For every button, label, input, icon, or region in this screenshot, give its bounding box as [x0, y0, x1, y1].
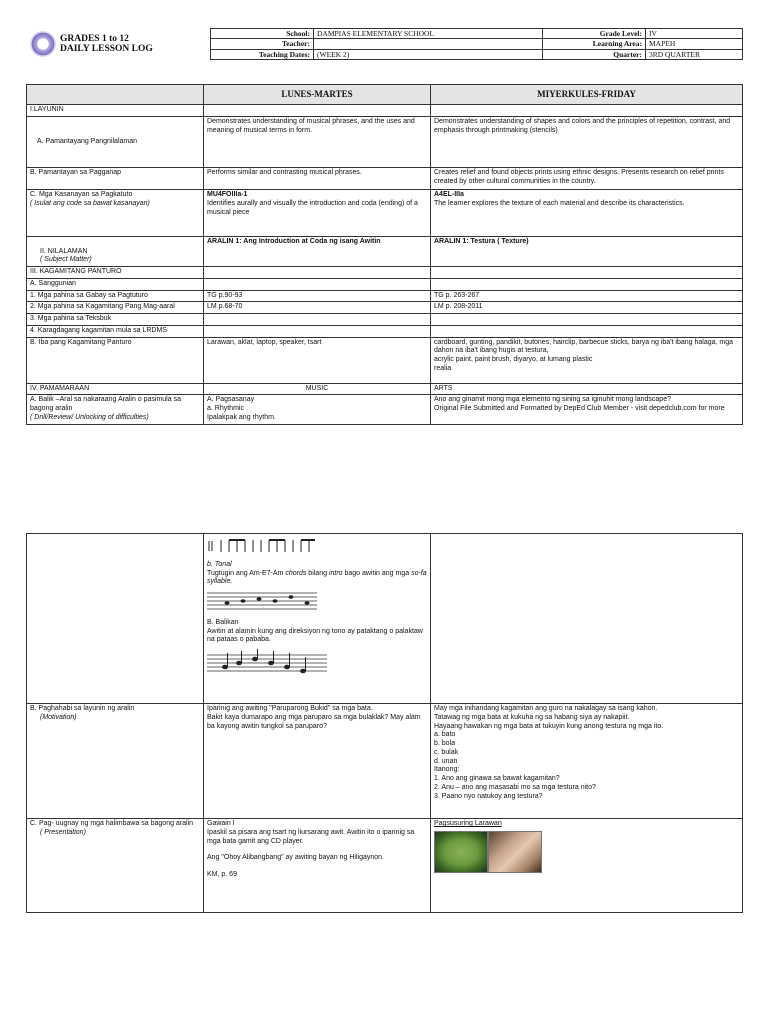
tonal-text: Tugtugin ang Am-E7-Am chords bilang intro bago awitin ang mga so-fa syllable. — [207, 569, 427, 586]
header-table — [26, 28, 743, 60]
staff-notation-icon — [207, 589, 317, 613]
row-nilalaman-music: ARALIN 1: Ang Introduction at Coda ng isang Awitin — [204, 237, 431, 267]
school-value: DAMPIAS ELEMENTARY SCHOOL — [314, 29, 543, 39]
row-a-label: A. Pamantayang Pangnilalaman — [27, 117, 204, 168]
col-header-wed: MIYERKULES-FRIDAY — [431, 85, 743, 105]
row-nilalaman-arts: ARALIN 1: Testura ( Texture) — [431, 237, 743, 267]
row-balik-music: A. Pagsasanay a. Rhythmic Ipalakpak ang rhythm. — [204, 395, 431, 424]
dates-value: (WEEK 2) — [314, 49, 543, 59]
row-balik-arts: Ano ang ginamit mong mga elemento ng sining sa iginuhit mong landscape? Original File Submitted and Formatted by DepEd Club Member - visit depedclub.com for more — [431, 395, 743, 424]
p2-b-music: Iparinig ang awiting "Paruparong Bukid" sa mga bata. Bakit kaya dumarapo ang mga paruparo sa mga bulaklak? May alam ba kayong awitin tungkol sa paruparo? — [204, 704, 431, 819]
row-sanggunian-label: A. Sanggunian — [27, 278, 204, 290]
row-3-label: 3. Mga pahina sa Teksbuk — [27, 314, 204, 326]
row-a-music: Demonstrates understanding of musical phrases, and the uses and meaning of musical terms in form. — [204, 117, 431, 168]
row-iba-arts: cardboard, gunting, pandikit, butones, hairclip, barbecue sticks, barya ng iba't ibang halaga, mga dahon na iba't ibang hugis at testura, acrylic paint, paint brush, diyaryo, at lumang plastic realia — [431, 337, 743, 383]
p2-music-drills: b. Tonal Tugtugin ang Am-E7-Am chords bilang intro bago awitin ang mga so-fa syllable. B. Balikan Awitin at alamin kung ang direksiyon ng tono ay pataktang o palaktaw na pataas o pababa. — [204, 534, 431, 704]
grade-value: IV — [646, 29, 743, 39]
deped-seal-icon — [30, 31, 56, 57]
p2-b-label: B. Paghahabi sa layunin ng aralin (Motivation) — [27, 704, 204, 819]
row-pamamaraan-label: IV. PAMAMARAAN — [27, 383, 204, 395]
row-c-arts: A4EL-IIIa The learner explores the texture of each material and describe its characteristics. — [431, 190, 743, 237]
log-title — [60, 34, 153, 56]
col-header-mon: LUNES-MARTES — [204, 85, 431, 105]
row-4-label: 4. Karagdagang kagamitan mula sa LRDMS — [27, 325, 204, 337]
corner-cell — [27, 85, 204, 105]
row-iba-label: B. Iba pang Kagamitang Panturo — [27, 337, 204, 383]
quarter-label: Quarter: — [543, 49, 646, 59]
row-nilalaman-label: II. NILALAMAN ( Subject Matter) — [27, 237, 204, 267]
row-b-arts: Creates relief and found objects prints using ethnic designs. Presents research on relief prints created by other cultural communities in the country. — [431, 168, 743, 190]
rhythm-notation-icon — [207, 537, 317, 555]
melody-notation-icon — [207, 649, 327, 677]
area-label: Learning Area: — [543, 39, 646, 49]
title-line-1: GRADES 1 to 12 — [60, 33, 129, 44]
row-1-music: TG p.90-93 — [204, 290, 431, 302]
row-b-label: B. Pamantayan sa Pagganap — [27, 168, 204, 190]
row-pamamaraan-arts: ARTS — [431, 383, 743, 395]
dates-label: Teaching Dates: — [211, 49, 314, 59]
area-value: MAPEH — [646, 39, 743, 49]
row-b-music: Performs similar and contrasting musical phrases. — [204, 168, 431, 190]
grade-label: Grade Level: — [543, 29, 646, 39]
row-c-label: C. Mga Kasanayan sa Pagkatuto ( Isulat ang code sa bawat kasanayan) — [27, 190, 204, 237]
lesson-table-continued — [26, 533, 743, 913]
p2-c-music: Gawain I Ipaskil sa pisara ang tsart ng liursarang awit. Awitin ito o iparinig sa mga bata gamit ang CD player. Ang "Ohoy Alibangbang" ay awiting bayan ng Hiligaynon. KM, p. 69 — [204, 819, 431, 913]
row-2-music: LM p.68-70 — [204, 302, 431, 314]
row-1-label: 1. Mga pahina sa Gabay sa Pagtuturo — [27, 290, 204, 302]
row-layunin: I.LAYUNIN — [27, 105, 204, 117]
header-logo-cell — [26, 29, 211, 60]
hand-leaf-photo-image — [488, 831, 542, 873]
row-2-label: 2. Mga pahina sa Kagamitang Pang Mag-aaral — [27, 302, 204, 314]
p2-c-label: C. Pag- uugnay ng mga halimbawa sa bagong aralin ( Presentation) — [27, 819, 204, 913]
title-line-2: DAILY LESSON LOG — [60, 44, 153, 55]
lesson-table — [26, 84, 743, 425]
leaf-photo-image — [434, 831, 488, 873]
row-pamamaraan-music: MUSIC — [204, 383, 431, 395]
quarter-value: 3RD QUARTER — [646, 49, 743, 59]
p2-c-arts: Pagsusuring Larawan — [431, 819, 743, 913]
school-label: School: — [211, 29, 314, 39]
row-2-arts: LM p. 208-2011 — [431, 302, 743, 314]
row-c-music: MU4FOIIIa-1 Identifies aurally and visually the introduction and coda (ending) of a musical piece — [204, 190, 431, 237]
row-kagamitan-label: III. KAGAMITANG PANTURO — [27, 267, 204, 279]
row-iba-music: Larawan, aklat, laptop, speaker, tsart — [204, 337, 431, 383]
teacher-value — [314, 39, 543, 49]
row-1-arts: TG p. 263-267 — [431, 290, 743, 302]
row-a-arts: Demonstrates understanding of shapes and colors and the principles of repetition, contrast, and emphasis through printmaking (stencils) — [431, 117, 743, 168]
row-balik-label: A. Balik –Aral sa nakaraang Aralin o pasimula sa bagong aralin ( Drill/Review/ Unlocking of difficulties) — [27, 395, 204, 424]
teacher-label: Teacher: — [211, 39, 314, 49]
p2-b-arts: May mga inihandang kagamitan ang guro na nakalagay sa isang kahon. Tatawag ng mga bata at kukuha ng sa habang siya ay nakapiit. Hayaang hawakan ng mga bata at tukuyin kung anong testura ng mga ito. a. bato b. bola c. bulak d. unan Itanong: 1. Ano ang ginawa sa bawat kagamitan? 2. Anu – ano ang masasabi mo sa mga testura nito? 3. Paano nyo natukoy ang testura? — [431, 704, 743, 819]
